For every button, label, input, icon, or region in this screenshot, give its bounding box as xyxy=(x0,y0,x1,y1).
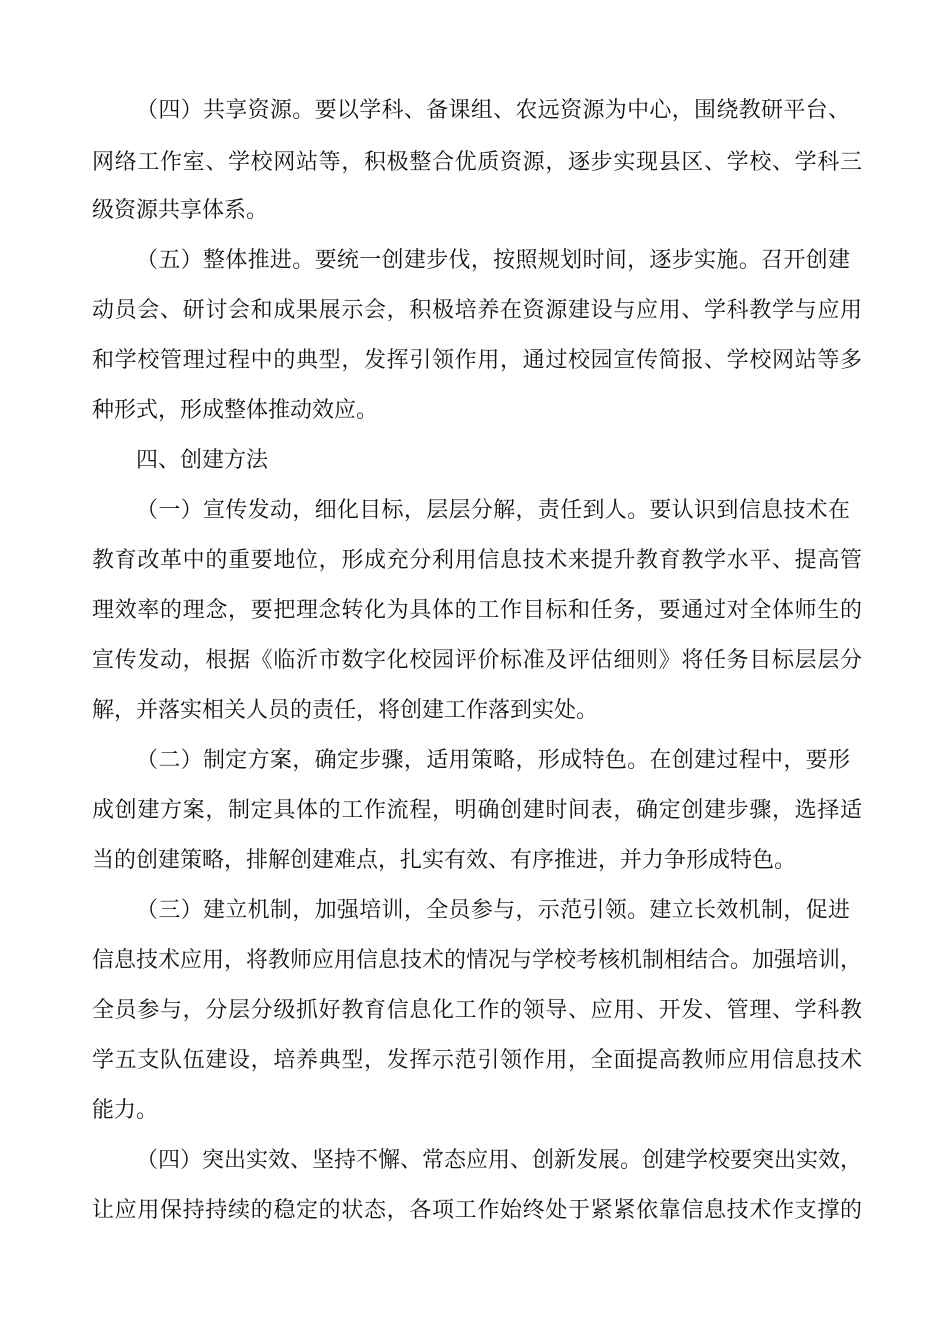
paragraph-line: 种形式，形成整体推动效应。 xyxy=(92,398,379,423)
paragraph-line: 学五支队伍建设，培养典型，发挥示范引领作用，全面提高教师应用信息技术 xyxy=(92,1048,862,1073)
paragraph-line: 解，并落实相关人员的责任，将创建工作落到实处。 xyxy=(92,698,599,723)
paragraph-line: 网络工作室、学校网站等，积极整合优质资源，逐步实现县区、学校、学科三 xyxy=(92,150,862,175)
paragraph-line: 理效率的理念，要把理念转化为具体的工作目标和任务，要通过对全体师生的 xyxy=(92,598,862,623)
paragraph-line: 成创建方案，制定具体的工作流程，明确创建时间表，确定创建步骤，选择适 xyxy=(92,798,862,823)
paragraph-line: 信息技术应用，将教师应用信息技术的情况与学校考核机制相结合。加强培训， xyxy=(92,948,863,973)
section-heading: 四、创建方法 xyxy=(136,448,269,473)
paragraph-line: 动员会、研讨会和成果展示会，积极培养在资源建设与应用、学科教学与应用 xyxy=(92,298,862,323)
paragraph-line: 教育改革中的重要地位，形成充分利用信息技术来提升教育教学水平、提高管 xyxy=(92,548,862,573)
paragraph-line: （二）制定方案，确定步骤，适用策略，形成特色。在创建过程中，要形 xyxy=(136,748,850,773)
paragraph-line: （四）共享资源。要以学科、备课组、农远资源为中心，围绕教研平台、 xyxy=(136,98,850,123)
paragraph-line: 和学校管理过程中的典型，发挥引领作用，通过校园宣传简报、学校网站等多 xyxy=(92,348,862,373)
paragraph-line: （一）宣传发动，细化目标，层层分解，责任到人。要认识到信息技术在 xyxy=(136,498,850,523)
paragraph-line: 全员参与，分层分级抓好教育信息化工作的领导、应用、开发、管理、学科教 xyxy=(92,998,862,1023)
paragraph-line: （四）突出实效、坚持不懈、常态应用、创新发展。创建学校要突出实效， xyxy=(136,1148,863,1173)
paragraph-line: 级资源共享体系。 xyxy=(92,198,269,223)
paragraph-line: （五）整体推进。要统一创建步伐，按照规划时间，逐步实施。召开创建 xyxy=(136,248,850,273)
paragraph-line: 宣传发动，根据《临沂市数字化校园评价标准及评估细则》将任务目标层层分 xyxy=(92,648,862,673)
paragraph-line: （三）建立机制，加强培训，全员参与，示范引领。建立长效机制，促进 xyxy=(136,898,850,923)
paragraph-line: 让应用保持持续的稳定的状态，各项工作始终处于紧紧依靠信息技术作支撑的 xyxy=(92,1198,862,1223)
paragraph-line: 能力。 xyxy=(92,1098,159,1123)
paragraph-line: 当的创建策略，排解创建难点，扎实有效、有序推进，并力争形成特色。 xyxy=(92,848,797,873)
